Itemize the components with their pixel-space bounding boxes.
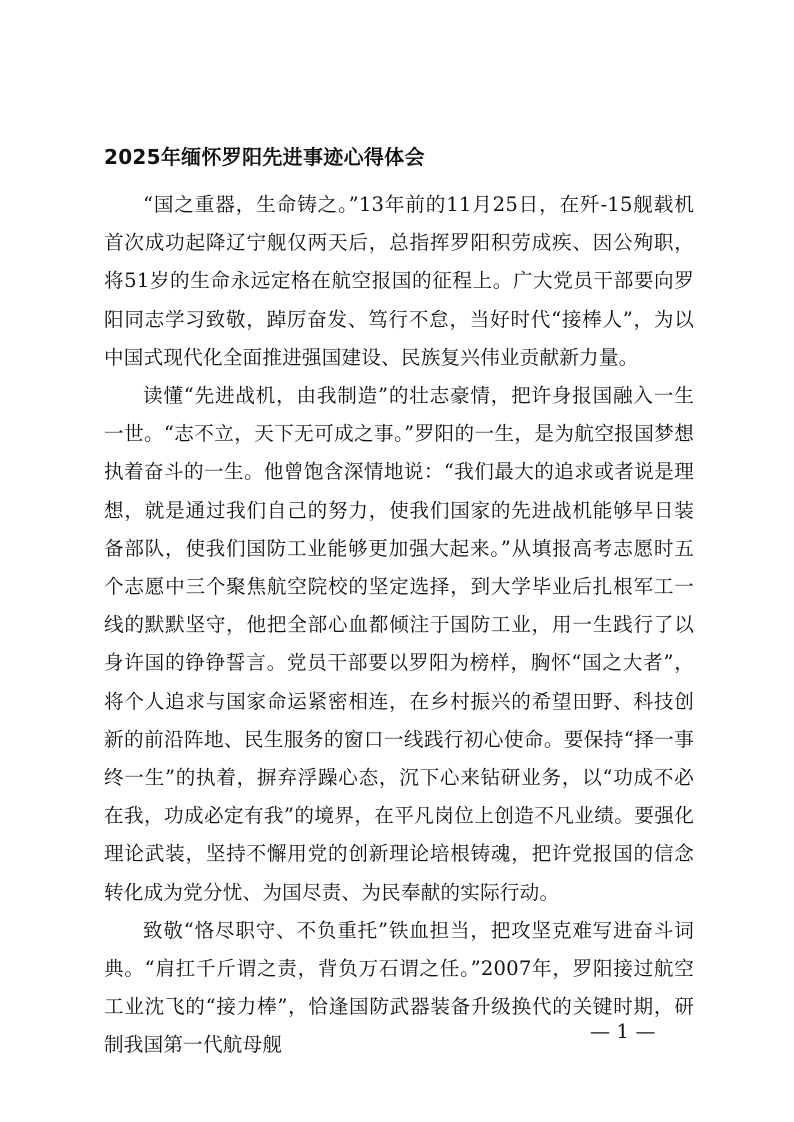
page-number: — 1 — xyxy=(590,1019,656,1043)
paragraph-2: 读懂“先进战机，由我制造”的壮志豪情，把许身报国融入一生一世。“志不立，天下无可成之事。”罗阳的一生，是为航空报国梦想执着奋斗的一生。他曾饱含深情地说：“我们最大的追求或者说是理想，就是通过我们自己的努力，使我们国家的先进战机能够早日装备部队，使我们国防工业能够更加强大起来。”从填报高考志愿时五个志愿中三个聚焦航空院校的坚定选择，到大学毕业后扎根军工一线的默默坚守，他把全部心血都倾注于国防工业，用一生践行了以身许国的铮铮誓言。党员干部要以罗阳为榜样，胸怀“国之大者”，将个人追求与国家命运紧密相连，在乡村振兴的希望田野、科技创新的前沿阵地、民生服务的窗口一线践行初心使命。要保持“择一事终一生”的执着，摒弃浮躁心态，沉下心来钻研业务，以“功成不必在我，功成必定有我”的境界，在平凡岗位上创造不凡业绩。要强化理论武装，坚持不懈用党的创新理论培根铸魂，把许党报国的信念转化成为党分忧、为国尽责、为民奉献的实际行动。 xyxy=(104,384,694,904)
document-body xyxy=(104,186,694,1065)
paragraph-1: “国之重器，生命铸之。”13年前的11月25日，在歼-15舰载机首次成功起降辽宁舰仅两天后，总指挥罗阳积劳成疾、因公殉职，将51岁的生命永远定格在航空报国的征程上。广大党员干部要向罗阳同志学习致敬，踔厉奋发、笃行不怠，当好时代“接棒人”，为以中国式现代化全面推进强国建设、民族复兴伟业贡献新力量。 xyxy=(104,193,694,369)
paragraph-3: 致敬“恪尽职守、不负重托”铁血担当，把攻坚克难写进奋斗词典。“肩扛千斤谓之责，背负万石谓之任。”2007年，罗阳接过航空工业沈飞的“接力棒”，恰逢国防武器装备升级换代的关键时期，研制我国第一代航母舰 xyxy=(104,918,694,1057)
document-title: 2025年缅怀罗阳先进事迹心得体会 xyxy=(104,145,425,169)
